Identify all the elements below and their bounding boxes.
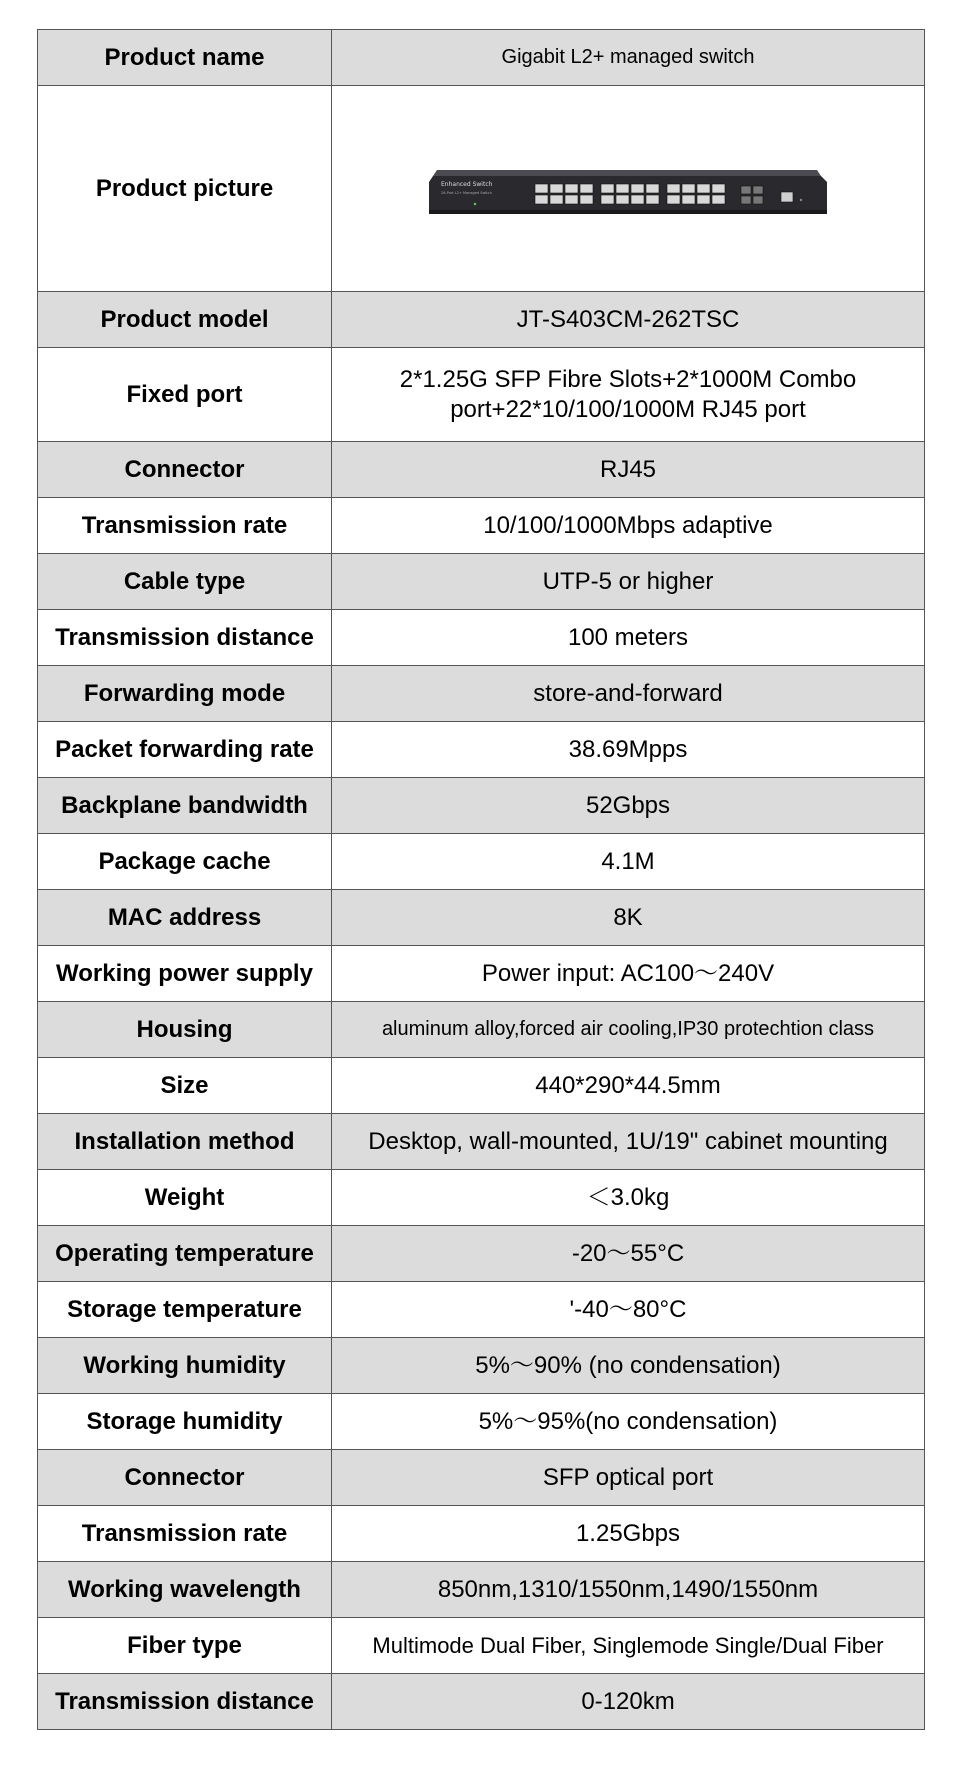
spec-row <box>38 1450 925 1506</box>
spec-value: 52Gbps <box>332 778 925 834</box>
spec-label: Connector <box>38 1450 332 1506</box>
spec-value: 0-120km <box>332 1674 925 1730</box>
spec-label: Packet forwarding rate <box>38 722 332 778</box>
spec-value: 1.25Gbps <box>332 1506 925 1562</box>
spec-label: Size <box>38 1058 332 1114</box>
spec-label: Fiber type <box>38 1618 332 1674</box>
spec-label: Working humidity <box>38 1338 332 1394</box>
spec-value: RJ45 <box>332 442 925 498</box>
spec-label: Forwarding mode <box>38 666 332 722</box>
spec-row <box>38 292 925 348</box>
rj45-port <box>616 195 629 204</box>
spec-value: UTP-5 or higher <box>332 554 925 610</box>
rj45-port <box>550 195 563 204</box>
network-switch-image <box>423 156 833 222</box>
spec-value: store-and-forward <box>332 666 925 722</box>
spec-row <box>38 1394 925 1450</box>
spec-table <box>37 29 925 1730</box>
spec-row <box>38 348 925 442</box>
spec-row <box>38 778 925 834</box>
spec-value: Gigabit L2+ managed switch <box>332 30 925 86</box>
spec-value: Desktop, wall-mounted, 1U/19" cabinet mounting <box>332 1114 925 1170</box>
spec-value: 100 meters <box>332 610 925 666</box>
spec-value: -20～55°C <box>332 1226 925 1282</box>
spec-label: Installation method <box>38 1114 332 1170</box>
rj45-port <box>550 184 563 193</box>
spec-label: Storage humidity <box>38 1394 332 1450</box>
spec-label: Transmission rate <box>38 498 332 554</box>
spec-row <box>38 1226 925 1282</box>
spec-value: 440*290*44.5mm <box>332 1058 925 1114</box>
spec-value: '-40～80°C <box>332 1282 925 1338</box>
spec-row <box>38 1114 925 1170</box>
spec-row <box>38 554 925 610</box>
spec-row <box>38 610 925 666</box>
spec-row <box>38 1562 925 1618</box>
spec-value: ＜3.0kg <box>332 1170 925 1226</box>
spec-value: 850nm,1310/1550nm,1490/1550nm <box>332 1562 925 1618</box>
spec-label: Product picture <box>38 86 332 292</box>
spec-row <box>38 1674 925 1730</box>
spec-row <box>38 1170 925 1226</box>
spec-value: Power input: AC100～240V <box>332 946 925 1002</box>
spec-row <box>38 946 925 1002</box>
spec-label: Storage temperature <box>38 1282 332 1338</box>
spec-value: 2*1.25G SFP Fibre Slots+2*1000M Combo port+22*10/100/1000M RJ45 port <box>332 348 925 442</box>
spec-row <box>38 666 925 722</box>
spec-label: Working power supply <box>38 946 332 1002</box>
spec-row <box>38 1338 925 1394</box>
spec-label: Product name <box>38 30 332 86</box>
spec-value: JT-S403CM-262TSC <box>332 292 925 348</box>
spec-row <box>38 1506 925 1562</box>
spec-row <box>38 1618 925 1674</box>
spec-label: Backplane bandwidth <box>38 778 332 834</box>
spec-value: Multimode Dual Fiber, Singlemode Single/Dual Fiber <box>332 1618 925 1674</box>
rj45-port <box>601 195 614 204</box>
rj45-port <box>601 184 614 193</box>
spec-label: Connector <box>38 442 332 498</box>
rj45-port <box>580 184 593 193</box>
rj45-port <box>535 195 548 204</box>
rj45-port <box>667 195 680 204</box>
spec-value: 5%～95%(no condensation) <box>332 1394 925 1450</box>
spec-label: Package cache <box>38 834 332 890</box>
rj45-port <box>667 184 680 193</box>
rj45-port <box>565 184 578 193</box>
spec-row <box>38 442 925 498</box>
spec-row <box>38 1282 925 1338</box>
spec-label: Operating temperature <box>38 1226 332 1282</box>
brand-label: Enhanced Switch <box>441 180 493 188</box>
spec-label: Product model <box>38 292 332 348</box>
rj45-port <box>565 195 578 204</box>
spec-row <box>38 86 925 292</box>
spec-row <box>38 498 925 554</box>
spec-label: Cable type <box>38 554 332 610</box>
spec-row <box>38 1058 925 1114</box>
spec-label: Transmission distance <box>38 1674 332 1730</box>
rj45-port <box>631 195 644 204</box>
spec-label: Working wavelength <box>38 1562 332 1618</box>
spec-label: Weight <box>38 1170 332 1226</box>
rj45-port <box>580 195 593 204</box>
rj45-port <box>616 184 629 193</box>
rj45-port <box>646 184 659 193</box>
spec-row <box>38 722 925 778</box>
spec-value: 4.1M <box>332 834 925 890</box>
spec-label: Transmission distance <box>38 610 332 666</box>
spec-value: 5%～90% (no condensation) <box>332 1338 925 1394</box>
spec-row <box>38 890 925 946</box>
spec-label: Housing <box>38 1002 332 1058</box>
rj45-port <box>682 184 695 193</box>
rj45-port <box>697 195 710 204</box>
rj45-port <box>631 184 644 193</box>
rj45-port <box>535 184 548 193</box>
model-sublabel: 26-Port L2+ Managed Switch <box>441 190 492 195</box>
spec-value: SFP optical port <box>332 1450 925 1506</box>
spec-row <box>38 1002 925 1058</box>
product-picture-cell <box>332 86 925 292</box>
spec-value: aluminum alloy,forced air cooling,IP30 protechtion class <box>332 1002 925 1058</box>
rj45-port <box>682 195 695 204</box>
spec-label: MAC address <box>38 890 332 946</box>
spec-label: Fixed port <box>38 348 332 442</box>
spec-row <box>38 834 925 890</box>
spec-value: 10/100/1000Mbps adaptive <box>332 498 925 554</box>
spec-value: 8K <box>332 890 925 946</box>
rj45-port <box>712 195 725 204</box>
spec-row <box>38 30 925 86</box>
spec-value: 38.69Mpps <box>332 722 925 778</box>
rj45-port <box>697 184 710 193</box>
rj45-port <box>712 184 725 193</box>
spec-label: Transmission rate <box>38 1506 332 1562</box>
rj45-port <box>646 195 659 204</box>
